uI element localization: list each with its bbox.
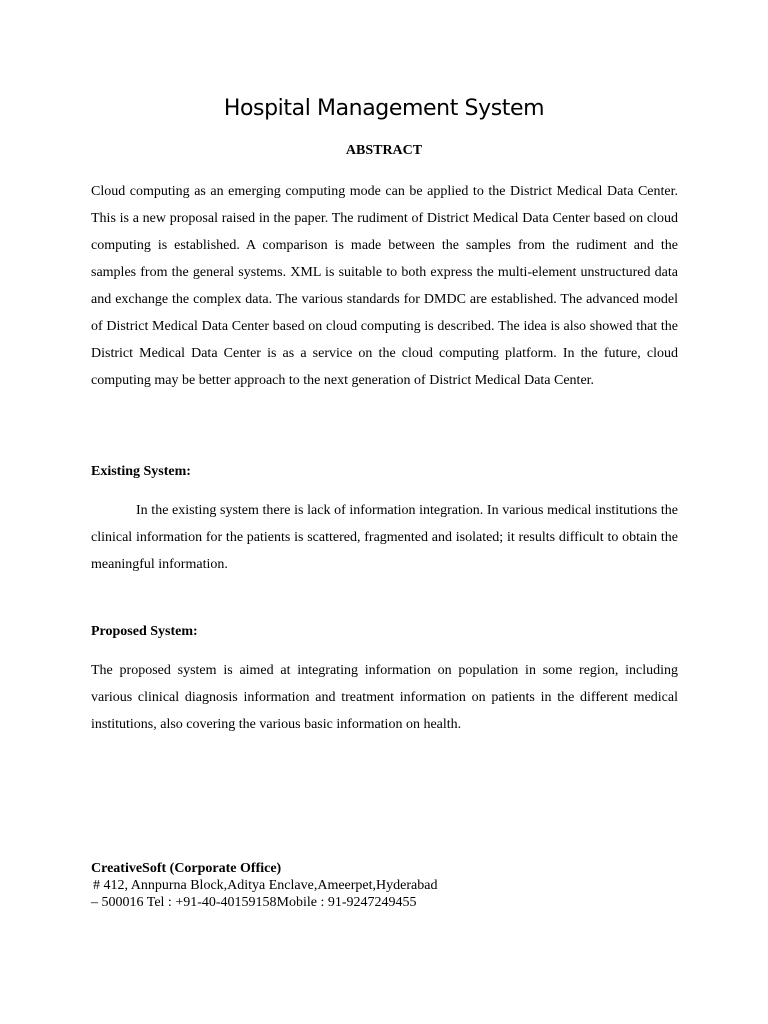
footer-company: CreativeSoft (Corporate Office)	[91, 861, 282, 876]
proposed-system-paragraph: The proposed system is aimed at integrating information on population in some region, including various clinical diagnosis information and treatment information on patients in the different medical institutions, also covering the various basic information on health.	[91, 663, 678, 732]
footer-contact: – 500016 Tel : +91-40-40159158Mobile : 91-9247249455	[91, 895, 417, 910]
existing-system-heading: Existing System:	[91, 464, 191, 479]
footer	[91, 860, 691, 911]
abstract-heading: ABSTRACT	[345, 143, 423, 158]
existing-system-paragraph: In the existing system there is lack of information integration. In various medical institutions the clinical information for the patients is scattered, fragmented and isolated; it results difficult to obtain the meaningful information.	[91, 503, 678, 572]
footer-address: # 412, Annpurna Block,Aditya Enclave,Ameerpet,Hyderabad	[93, 878, 438, 893]
document-title: Hospital Management System	[223, 96, 545, 121]
abstract-paragraph: Cloud computing as an emerging computing mode can be applied to the District Medical Data Center. This is a new proposal raised in the paper. The rudiment of District Medical Data Center based on cloud computing is established. A comparison is made between the samples from the rudiment and the samples from the general systems. XML is suitable to both express the multi-element unstructured data and exchange the complex data. The various standards for DMDC are established. The advanced model of District Medical Data Center based on cloud computing is described. The idea is also showed that the District Medical Data Center is as a service on the cloud computing platform. In the future, cloud computing may be better approach to the next generation of District Medical Data Center.	[91, 184, 678, 388]
proposed-system-heading: Proposed System:	[91, 624, 198, 639]
